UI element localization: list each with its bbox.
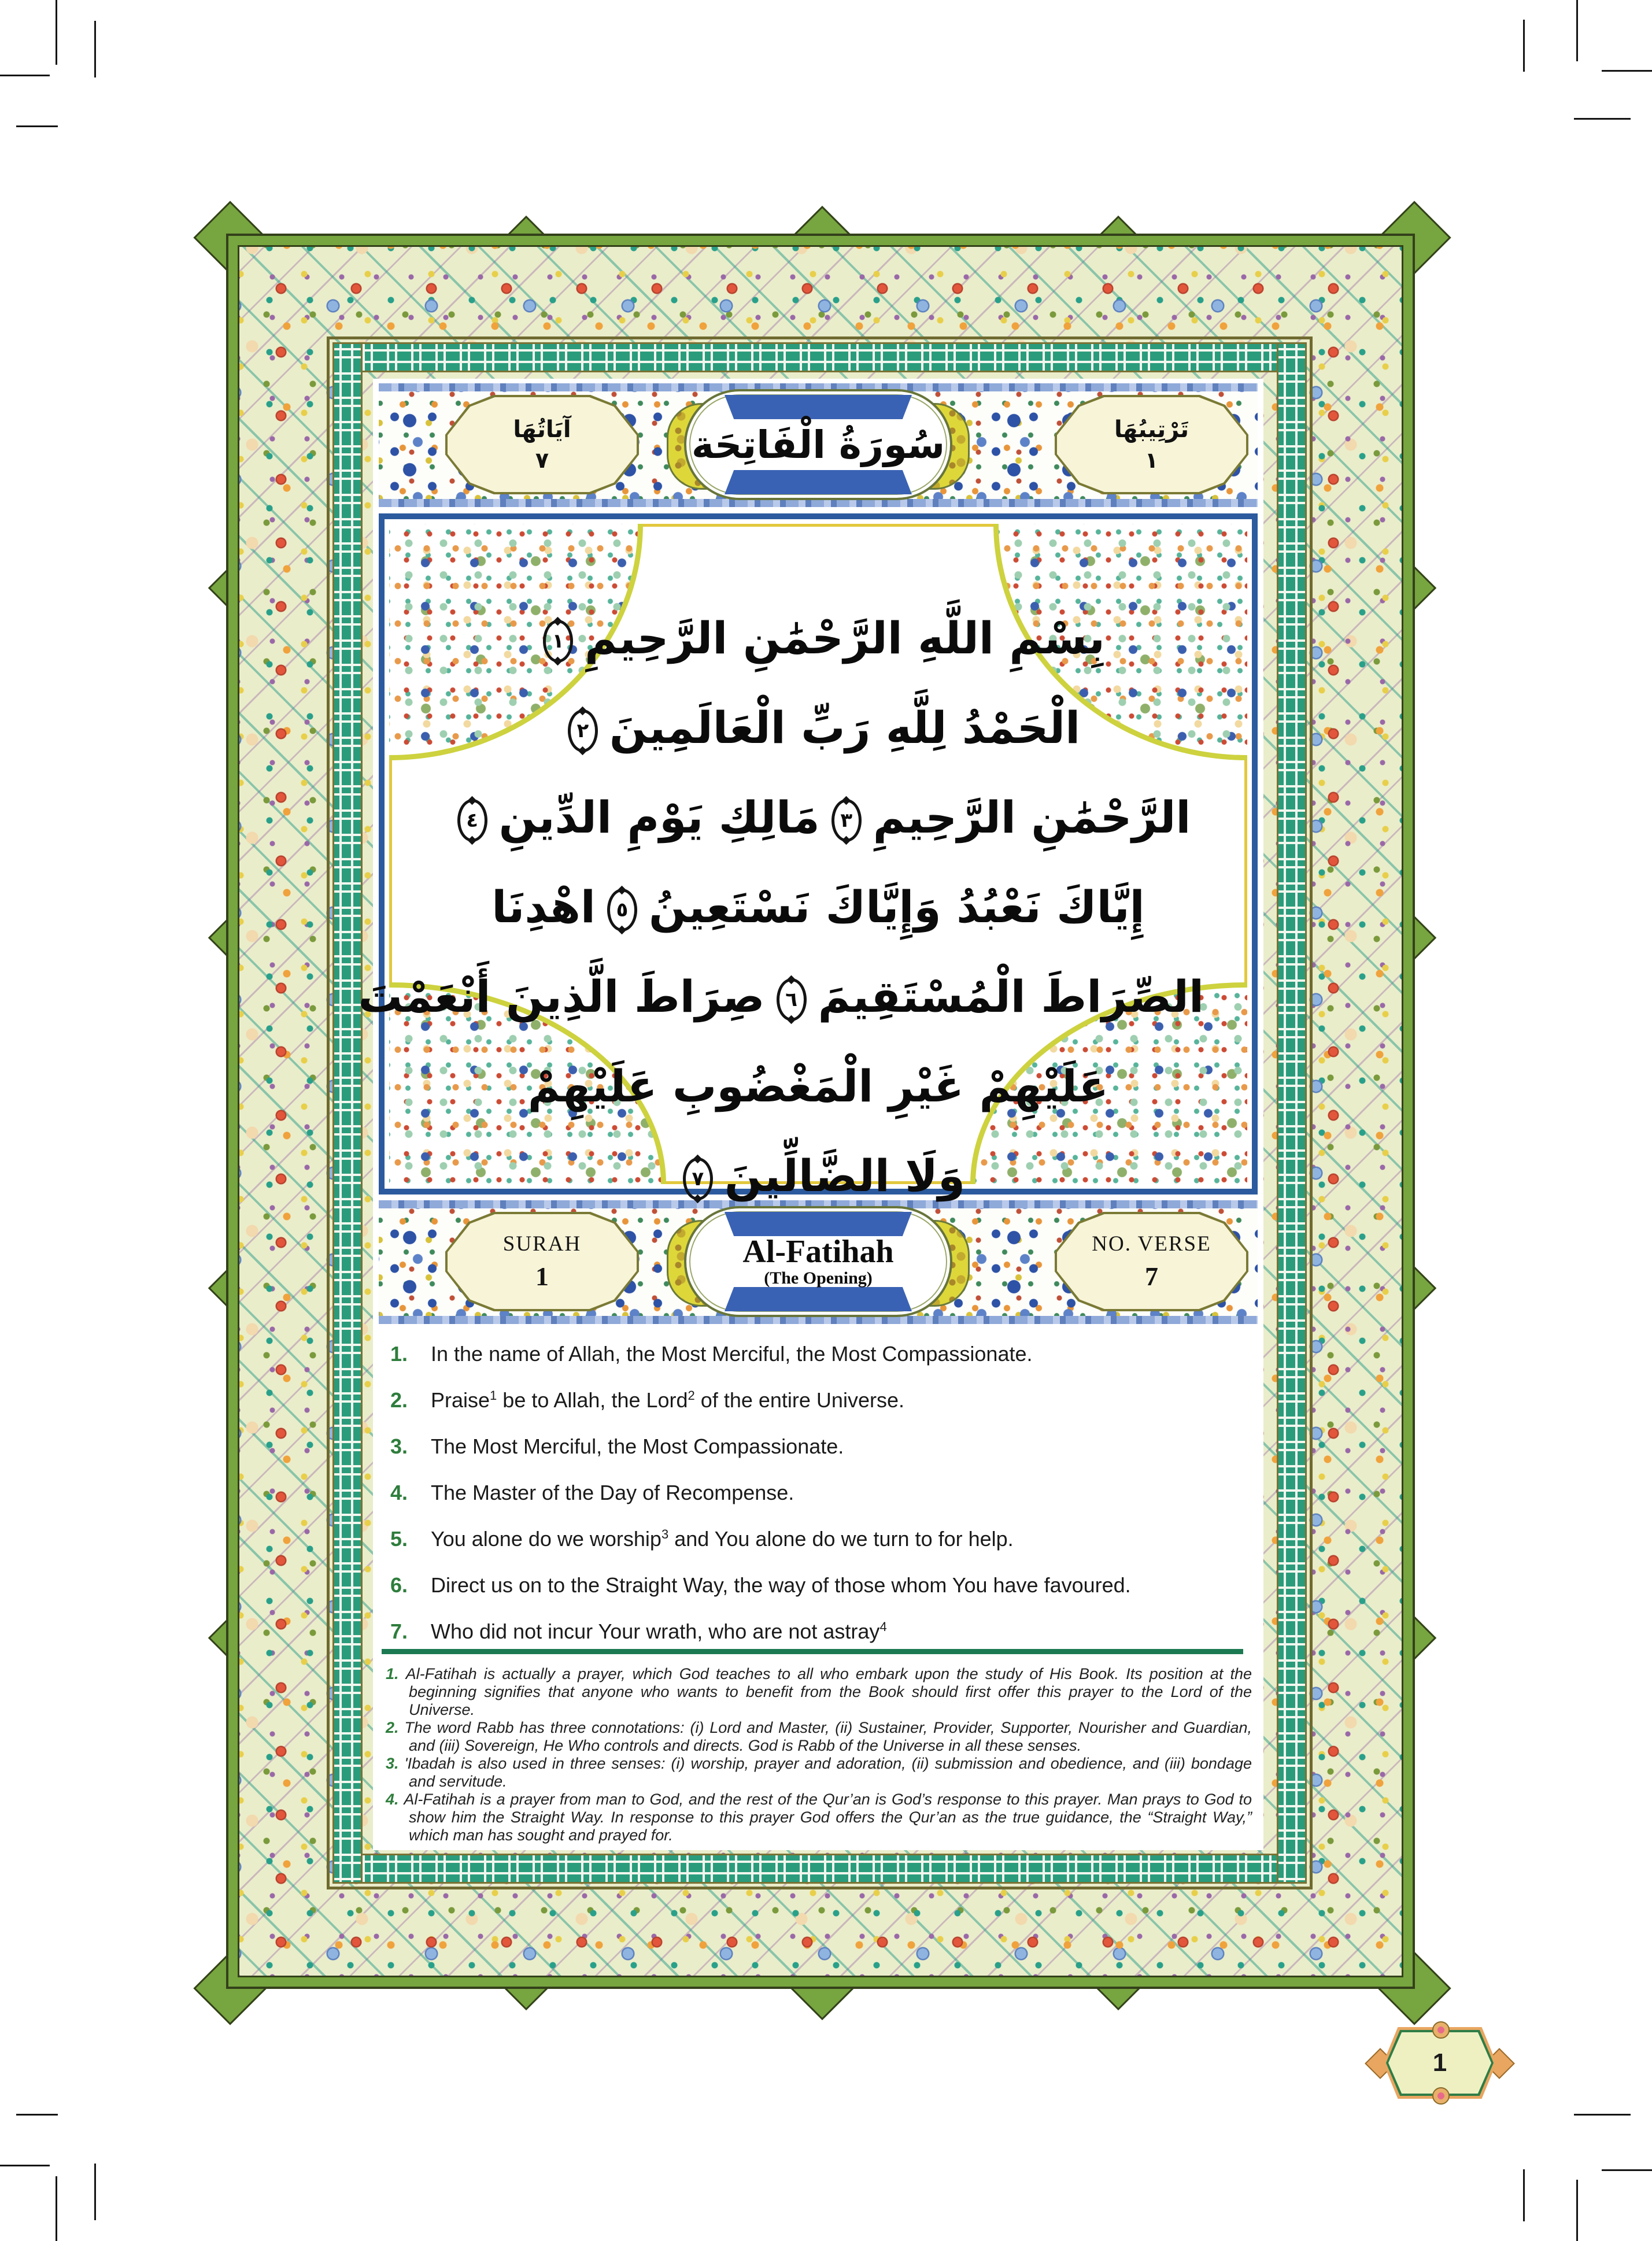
- translation-verse: [390, 1342, 1246, 1366]
- surah-name-cartouche: [684, 1206, 952, 1317]
- crop-mark: [94, 2164, 96, 2220]
- crop-mark: [56, 0, 57, 65]
- band-strip: [379, 1316, 1258, 1324]
- translation-verse-text: In the name of Allah, the Most Merciful, the Most Compassionate.: [431, 1342, 1033, 1366]
- band-strip: [379, 499, 1258, 507]
- crop-mark: [94, 21, 96, 77]
- translation-verse-number: 2.: [390, 1388, 408, 1412]
- footnote-divider-rule: [382, 1649, 1243, 1654]
- quran-line: [433, 683, 1204, 772]
- crop-mark: [1602, 2169, 1652, 2171]
- quran-line: [433, 772, 1204, 862]
- crop-mark: [16, 2114, 58, 2116]
- cartouche-blue-bar: [725, 395, 912, 419]
- quran-phrase: إِيَّاكَ نَعْبُدُ وَإِيَّاكَ نَسْتَعِينُ: [648, 881, 1145, 933]
- verse-end-medallion: ٤: [457, 799, 487, 842]
- translation-verse: [390, 1481, 1246, 1505]
- crop-mark: [1574, 2114, 1631, 2116]
- panel-inner-border: [358, 524, 1247, 1201]
- verse-count-cartouche: [445, 395, 639, 494]
- crop-mark: [1574, 118, 1631, 120]
- quran-phrase: الْحَمْدُ لِلَّهِ رَبِّ الْعَالَمِينَ: [609, 702, 1081, 753]
- crop-mark: [1576, 0, 1578, 61]
- cartouche-blue-bar: [725, 1287, 912, 1311]
- quran-phrase: بِسْمِ اللَّهِ الرَّحْمَٰنِ الرَّحِيمِ: [585, 612, 1105, 664]
- translation-verse: [390, 1573, 1246, 1597]
- crop-mark: [0, 2165, 50, 2166]
- translation-verse-number: 4.: [390, 1481, 408, 1504]
- meander-border-top: [332, 342, 1307, 372]
- quran-line: [433, 1041, 1204, 1131]
- translation-verse: [390, 1619, 1246, 1644]
- verse-count-label-arabic: آيَاتُهَا: [513, 416, 571, 443]
- translation-verse: [390, 1388, 1246, 1412]
- crop-mark: [1523, 20, 1525, 72]
- quran-line: [358, 952, 1204, 1041]
- cartouche-blue-bar: [725, 470, 912, 494]
- quran-text-panel: [358, 513, 1258, 1201]
- translation-verse-number: 6.: [390, 1573, 408, 1597]
- quran-phrase: صِرَاطَ الَّذِينَ أَنْعَمْتَ: [358, 971, 765, 1022]
- footnote-reference: 3: [661, 1527, 669, 1541]
- surah-order-cartouche: [1055, 395, 1248, 494]
- quran-arabic-text: [358, 593, 1204, 1221]
- footnote: 3. 'Ibadah is also used in three senses: (i) worship, prayer and adoration, (ii) submission and obedience, and (iii) bondage and servitude.: [386, 1755, 1252, 1790]
- translation-verse-text: The Master of the Day of Recompense.: [431, 1481, 794, 1504]
- footnote-reference: 2: [688, 1388, 695, 1403]
- quran-phrase: عَلَيْهِمْ غَيْرِ الْمَغْضُوبِ عَلَيْهِمْ: [527, 1060, 1109, 1112]
- crop-mark: [16, 125, 58, 127]
- surah-number: 1: [535, 1262, 549, 1291]
- quran-line: [433, 1131, 1204, 1221]
- quran-phrase: مَالِكِ يَوْمِ الدِّينِ: [498, 792, 820, 843]
- footnote-reference: 1: [490, 1388, 497, 1403]
- verse-end-medallion: ١: [543, 620, 573, 663]
- crop-mark: [1602, 70, 1652, 72]
- translation-verse-number: 5.: [390, 1527, 408, 1551]
- no-verse-label: NO. VERSE: [1092, 1232, 1211, 1256]
- verse-count-cartouche-english: [1055, 1212, 1248, 1311]
- translation-verse: [390, 1434, 1246, 1459]
- footnote-number: 2.: [386, 1719, 405, 1736]
- quran-line: [433, 593, 1204, 683]
- verse-end-medallion: ٣: [831, 799, 862, 842]
- footnote-reference: 4: [879, 1619, 887, 1634]
- translation-verse-number: 7.: [390, 1619, 408, 1643]
- footnote-number: 1.: [386, 1665, 406, 1682]
- translation-section: [390, 1342, 1246, 1666]
- surah-order-value-arabic: ١: [1144, 448, 1159, 473]
- no-verse-value: 7: [1145, 1262, 1158, 1291]
- footnote: 2. The word Rabb has three connotations: (i) Lord and Master, (ii) Sustainer, Provider, Supporter, Nourisher and Guardian, and (iii) Sovereign, He Who controls and directs. God is Rabb of the Universe in all these senses.: [386, 1719, 1252, 1754]
- verse-end-medallion: ٧: [683, 1158, 713, 1200]
- quran-phrase: الرَّحْمَٰنِ الرَّحِيمِ: [873, 792, 1191, 843]
- surah-name-translation: (The Opening): [764, 1269, 873, 1288]
- quran-line: [433, 862, 1204, 952]
- surah-number-cartouche: [445, 1212, 639, 1311]
- verse-end-medallion: ٢: [568, 709, 598, 752]
- footnotes-section: [386, 1665, 1252, 1844]
- surah-order-label-arabic: تَرْتِيبُهَا: [1114, 416, 1189, 443]
- footnote-number: 3.: [386, 1755, 405, 1772]
- page-number: 1: [1432, 2048, 1447, 2077]
- footnote: 1. Al-Fatihah is actually a prayer, which God teaches to all who embark upon the study of His Book. Its position at the beginning signifies that anyone who wants to benefit from the Book should first offer this prayer to the Lord of the Universe.: [386, 1665, 1252, 1718]
- surah-title-cartouche: [684, 389, 952, 500]
- surah-title-arabic: سُورَةُ الْفَاتِحَة: [691, 422, 945, 467]
- content-area: [358, 379, 1263, 1850]
- surah-label: SURAH: [502, 1232, 582, 1256]
- translation-verse-text: You alone do we worship$^3$ and You alone do we turn to for help.: [431, 1527, 1014, 1551]
- translation-verse-text: Direct us on to the Straight Way, the way of those whom You have favoured.: [431, 1573, 1131, 1597]
- footnote: 4. Al-Fatihah is a prayer from man to God, and the rest of the Qur’an is God’s response to this prayer. Man prays to God to show him the Straight Way. In response to this prayer God offers the Qur’an as the true guidance, the “Straight Way,” which man has sought and prayed for.: [386, 1791, 1252, 1844]
- footnote-number: 4.: [386, 1791, 404, 1808]
- translation-verse-text: Praise$^1$ be to Allah, the Lord$^2$ of the entire Universe.: [431, 1388, 904, 1412]
- page-number-medallion: [1383, 2027, 1496, 2099]
- meander-border-right: [1277, 342, 1307, 1884]
- surah-name-english: Al-Fatihah: [742, 1234, 894, 1270]
- meander-border-left: [332, 342, 363, 1884]
- quran-phrase: الصِّرَاطَ الْمُسْتَقِيمَ: [818, 971, 1204, 1022]
- verse-end-medallion: ٦: [777, 978, 807, 1021]
- crop-mark: [1523, 2169, 1525, 2221]
- meander-border-bottom: [332, 1854, 1307, 1884]
- crop-mark: [0, 75, 50, 76]
- verse-count-value-arabic: ٧: [535, 448, 549, 473]
- surah-header-band: [379, 383, 1258, 507]
- translation-verse-text: The Most Merciful, the Most Compassionate.: [431, 1434, 844, 1458]
- translation-verse: [390, 1527, 1246, 1551]
- crop-mark: [56, 2176, 57, 2241]
- translation-verse-number: 3.: [390, 1434, 408, 1458]
- translation-verse-text: Who did not incur Your wrath, who are not astray$^4$: [431, 1619, 887, 1643]
- translation-verse-number: 1.: [390, 1342, 408, 1366]
- crop-mark: [1576, 2180, 1578, 2241]
- quran-phrase: وَلَا الضَّالِّينَ: [724, 1150, 966, 1201]
- quran-phrase: اهْدِنَا: [491, 881, 596, 933]
- verse-end-medallion: ٥: [607, 889, 637, 931]
